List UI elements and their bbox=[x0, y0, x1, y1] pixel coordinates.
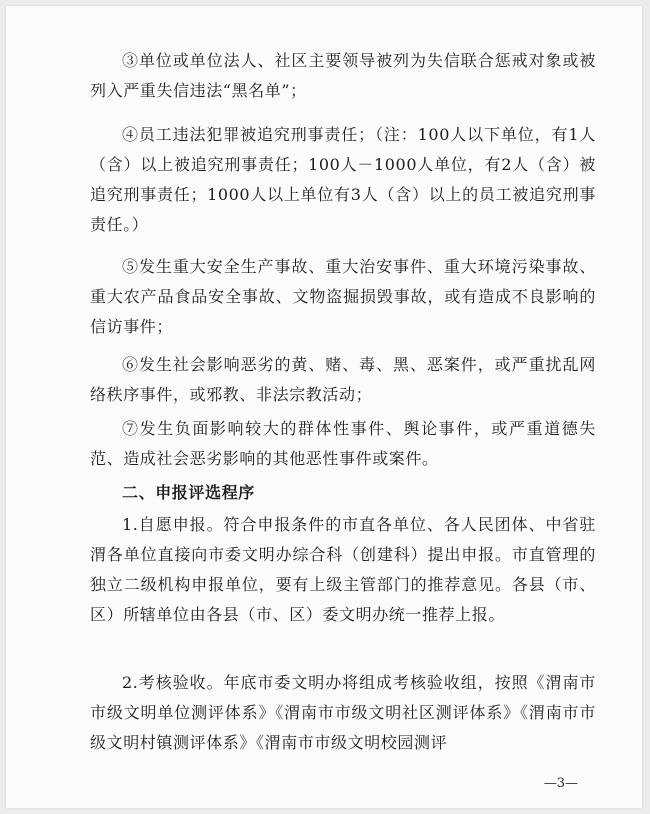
paragraph-self-application: 1.自愿申报。符合申报条件的市直各单位、各人民团体、中省驻渭各单位直接向市委文明办综合科（创建科）提出申报。市直管理的独立二级机构申报单位，要有上级主管部门的推荐意见。各县（市、区）所辖单位由各县（市、区）委文明办统一推荐上报。 bbox=[90, 515, 596, 624]
document-page bbox=[6, 6, 642, 808]
paragraph-item-3: ③单位或单位法人、社区主要领导被列为失信联合惩戒对象或被列入严重失信违法“黑名单”； bbox=[90, 51, 596, 100]
paragraph-item-5: ⑤发生重大安全生产事故、重大治安事件、重大环境污染事故、重大农产品食品安全事故、文物盗掘损毁事故，或有造成不良影响的信访事件； bbox=[90, 257, 596, 336]
paragraph-assessment: 2.考核验收。年底市委文明办将组成考核验收组，按照《渭南市市级文明单位测评体系》《渭南市市级文明社区测评体系》《渭南市市级文明村镇测评体系》《渭南市市级文明校园测评 bbox=[90, 673, 596, 752]
page-number: —3— bbox=[543, 776, 578, 791]
paragraph-item-4: ④员工违法犯罪被追究刑事责任；（注：100人以下单位，有1人（含）以上被追究刑事责任；100人－1000人单位，有2人（含）被追究刑事责任；1000人以上单位有3人（含）以上的员工被追究刑事责任。） bbox=[90, 125, 596, 234]
section-heading: 二、申报评选程序 bbox=[122, 483, 255, 502]
paragraph-item-7: ⑦发生负面影响较大的群体性事件、舆论事件，或严重道德失范、造成社会恶劣影响的其他恶性事件或案件。 bbox=[90, 419, 596, 468]
paragraph-item-6: ⑥发生社会影响恶劣的黄、赌、毒、黑、恶案件，或严重扰乱网络秩序事件，或邪教、非法宗教活动； bbox=[90, 355, 596, 404]
